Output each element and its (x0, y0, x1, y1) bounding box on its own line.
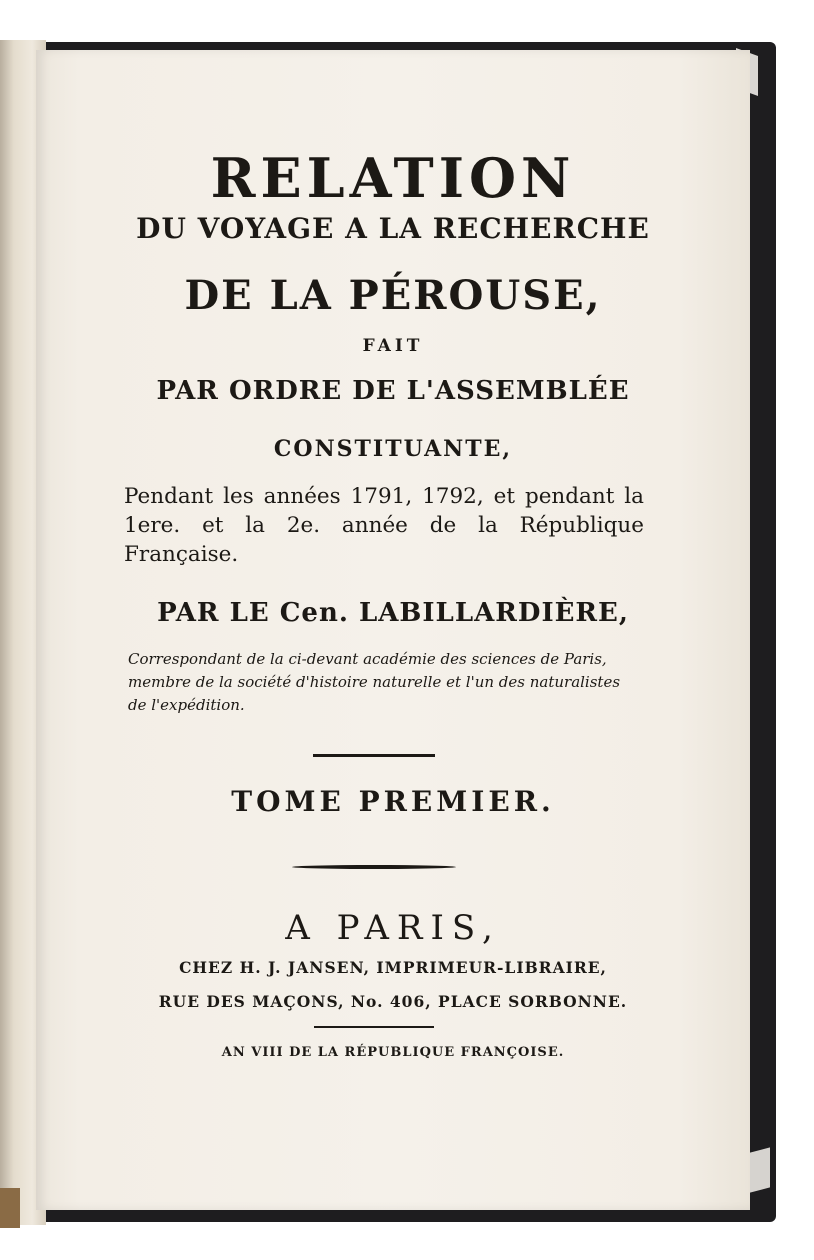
printer-line-1: CHEZ H. J. JANSEN, IMPRIMEUR-LIBRAIRE, (179, 958, 607, 977)
printer-line-2: RUE DES MAÇONS, No. 406, PLACE SORBONNE. (158, 992, 628, 1011)
divider-rule-3 (314, 1026, 434, 1028)
author-line: PAR LE Cen. LABILLARDIÈRE, (157, 598, 629, 628)
constituante-line: CONSTITUANTE, (273, 436, 513, 462)
place-line: A PARIS, (285, 908, 501, 948)
order-line: PAR ORDRE DE L'ASSEMBLÉE (156, 376, 630, 406)
author-description: Correspondant de la ci-devant académie des sciences de Paris, membre de la société d'histoire naturelle et l'un des naturalistes de l'expédition. (128, 650, 621, 714)
divider-rule-1 (313, 754, 435, 757)
subtitle-line-1: DU VOYAGE A LA RECHERCHE (136, 212, 650, 245)
volume-label: TOME PREMIER. (231, 785, 555, 818)
fait-word: FAIT (362, 336, 424, 356)
book-title: RELATION (210, 146, 576, 210)
date-line: AN VIII DE LA RÉPUBLIQUE FRANÇOISE. (221, 1045, 565, 1060)
subtitle-line-2: DE LA PÉROUSE, (184, 272, 602, 319)
title-page (36, 50, 750, 1210)
years-paragraph: Pendant les années 1791, 1792, et pendant la 1ere. et la 2e. année de la République Française. (124, 484, 644, 567)
divider-rule-2 (292, 865, 456, 869)
cover-corner-bottom (750, 1147, 770, 1192)
title-page-text (36, 50, 750, 1210)
binding-corner (0, 1188, 20, 1228)
